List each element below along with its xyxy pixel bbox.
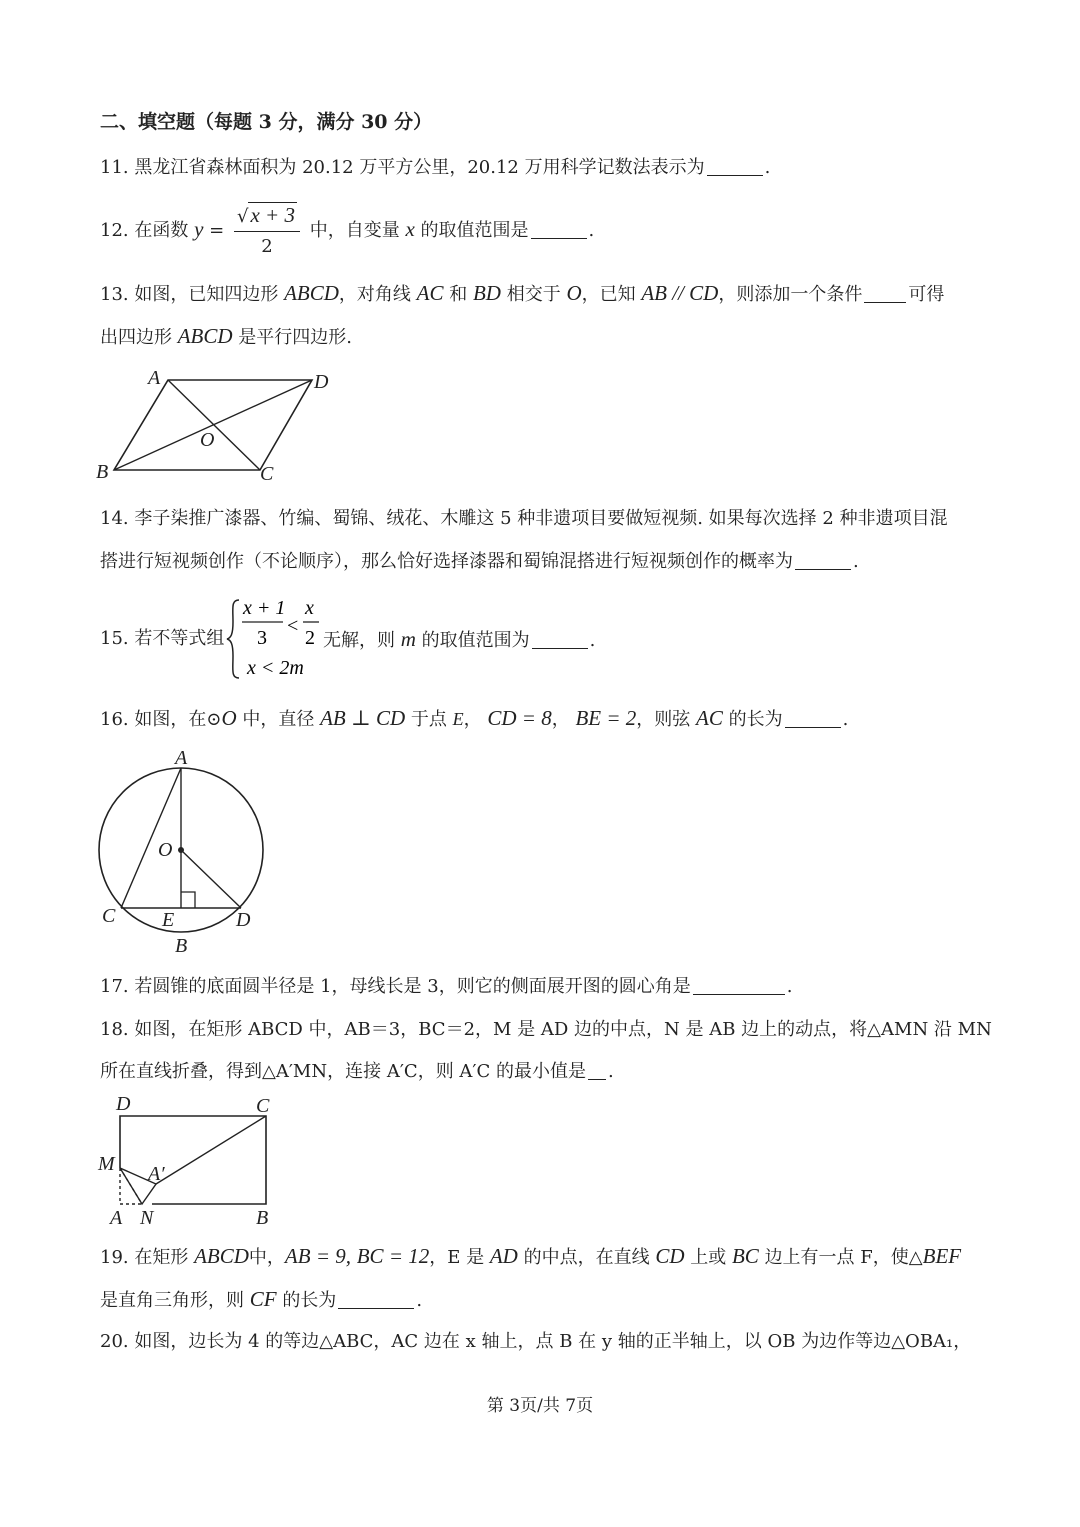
question-17: 17. 若圆锥的底面圆半径是 1，母线长是 3，则它的侧面展开图的圆心角是 .	[100, 976, 793, 997]
answer-blank-12[interactable]	[531, 220, 587, 239]
frac1-numerator: x + 1	[243, 597, 286, 619]
segment-ac	[156, 1116, 266, 1184]
answer-blank-16[interactable]	[785, 709, 841, 728]
frac1-denominator: 3	[257, 627, 267, 649]
label-e: E	[162, 909, 175, 931]
sqrt-fraction: $\frac{√x + 3}{2}$	[234, 203, 300, 259]
question-11: 11. 黑龙江省森林面积为 20.12 万平方公里，20.12 万用科学记数法表示为 .	[100, 157, 771, 178]
label-m: M	[98, 1153, 115, 1175]
chord-ac	[121, 768, 181, 908]
label-d: D	[116, 1093, 131, 1115]
label-a: A	[110, 1207, 123, 1228]
figure-13-parallelogram	[90, 362, 350, 487]
figure-18-rectangle	[92, 1090, 282, 1228]
label-a-prime: A′	[148, 1163, 165, 1185]
diagonal-bd	[114, 380, 312, 470]
label-c: C	[256, 1095, 270, 1117]
question-20: 20. 如图，边长为 4 的等边△ABC，AC 边在 x 轴上，点 B 在 y 轴的正半轴上，以 OB 为边作等边△OBA₁，	[100, 1331, 972, 1352]
right-angle-mark	[181, 892, 195, 908]
answer-blank-19[interactable]	[338, 1290, 414, 1309]
label-o: O	[158, 839, 173, 861]
question-18-line2: 所在直线折叠，得到△A′MN，连接 A′C，则 A′C 的最小值是 .	[100, 1061, 614, 1082]
frac2-numerator: x	[305, 597, 314, 619]
page-footer: 第 3页/共 7页	[486, 1396, 594, 1416]
answer-blank-17[interactable]	[693, 976, 785, 995]
second-inequality: x < 2m	[247, 657, 304, 679]
answer-blank-14[interactable]	[795, 551, 851, 570]
label-a: A	[148, 367, 161, 389]
radius-od	[181, 850, 241, 908]
label-d: D	[236, 909, 251, 931]
label-b: B	[256, 1207, 269, 1228]
question-13-line1: 13. 如图，已知四边形 ABCD，对角线 AC 和 BD 相交于 O，已知 AB // CD，则添加一个条件 可得	[100, 281, 945, 305]
question-15: 15. 若不等式组	[100, 628, 225, 649]
section-heading: 二、填空题（每题 3 分，满分 30 分）	[100, 111, 433, 133]
left-brace	[227, 600, 239, 678]
question-14-line2: 搭进行短视频创作（不论顺序），那么恰好选择漆器和蜀锦混搭进行短视频创作的概率为 .	[100, 551, 859, 572]
question-14-line1: 14. 李子柒推广漆器、竹编、蜀锦、绒花、木雕这 5 种非遗项目要做短视频. 如果每次选择 2 种非遗项目混	[100, 508, 948, 529]
answer-blank-11[interactable]	[707, 157, 763, 176]
label-o: O	[200, 429, 215, 451]
answer-blank-13[interactable]	[864, 284, 906, 303]
question-16: 16. 如图，在⊙O 中，直径 AB ⊥ CD 于点 E， CD = 8， BE = 2，则弦 AC 的长为 .	[100, 706, 849, 730]
label-a: A	[175, 747, 188, 769]
label-b: B	[175, 935, 188, 957]
label-c: C	[102, 905, 116, 927]
less-than: <	[287, 615, 299, 637]
question-19-line1: 19. 在矩形 ABCD中，AB = 9, BC = 12，E 是 AD 的中点，在直线 CD 上或 BC 边上有一点 F，使△BEF	[100, 1244, 962, 1268]
question-12: 12. 在函数 y = $\frac{√x + 3}{2}$ 中，自变量 x 的取值范围是 .	[100, 203, 595, 257]
label-b: B	[96, 461, 109, 483]
label-d: D	[314, 371, 329, 393]
question-13-line2: 出四边形 ABCD 是平行四边形.	[100, 324, 353, 348]
question-18-line1: 18. 如图，在矩形 ABCD 中，AB＝3，BC＝2，M 是 AD 边的中点，N 是 AB 边上的动点，将△AMN 沿 MN	[100, 1019, 992, 1040]
center-dot	[178, 847, 184, 853]
frac2-denominator: 2	[305, 627, 315, 649]
figure-16-circle	[90, 742, 280, 962]
label-c: C	[260, 463, 274, 485]
question-19-line2: 是直角三角形，则 CF 的长为 .	[100, 1287, 423, 1311]
label-n: N	[140, 1207, 154, 1228]
question-15-tail: 无解，则 m 的取值范围为 .	[323, 627, 596, 651]
answer-blank-15[interactable]	[532, 630, 588, 649]
answer-blank-18[interactable]	[588, 1061, 606, 1080]
